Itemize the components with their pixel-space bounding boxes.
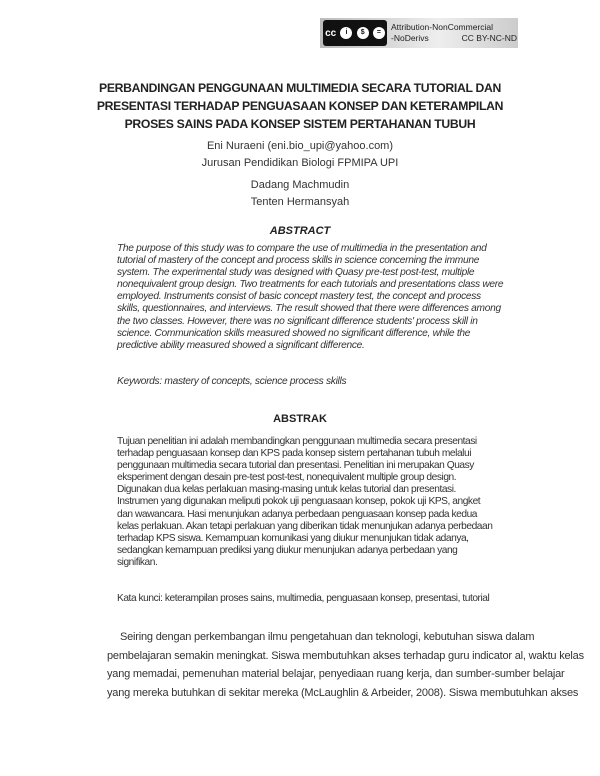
body-line: yang mereka butuhkan di sekitar mereka (McLaughlin & Arbeider, 2008). Siswa membutuhkan akses	[107, 686, 579, 699]
license-line2a: -NoDerivs	[391, 33, 429, 43]
affiliation: Jurusan Pendidikan Biologi FPMIPA UPI	[201, 157, 399, 169]
title-line: PRESENTASI TERHADAP PENGUASAAN KONSEP DAN KETERAMPILAN	[96, 99, 504, 113]
cc-license-badge	[320, 18, 518, 48]
abstract-heading: ABSTRACT	[269, 225, 331, 237]
kata-kunci: Kata kunci: keterampilan proses sains, multimedia, penguasaan konsep, presentasi, tutorial	[117, 593, 490, 604]
abstrak-line: terhadap KPS siswa. Kemampuan komunikasi yang diukur menunjukan tidak adanya,	[117, 532, 469, 544]
abstrak-line: eksperiment dengan desain pre-test post-test, nonequivalent multiple group design.	[117, 472, 457, 484]
abstrak-text	[117, 436, 517, 569]
title-line: PERBANDINGAN PENGGUNAAN MULTIMEDIA SECARA TUTORIAL DAN	[98, 81, 501, 95]
abstract-line: predictive ability measured showed a significant difference.	[117, 339, 365, 351]
abstract-text	[117, 243, 507, 352]
keywords: Keywords: mastery of concepts, science process skills	[117, 376, 347, 387]
body-line: yang memadai, pemenuhan material belajar, penyediaan ruang kerja, dan sumber-sumber belajar	[107, 668, 565, 680]
abstrak-line: terhadap penguasaan konsep dan KPS pada konsep sistem pertahanan tubuh melalui	[117, 448, 472, 460]
body-line: pembelajaran semakin meningkat. Siswa membutuhkan akses terhadap guru indicator al, waktu kelas	[107, 649, 584, 662]
abstract-line: skills, questionnaires, and interviews. The result showed that there were differences among	[117, 303, 501, 315]
abstrak-heading: ABSTRAK	[273, 413, 327, 425]
abstrak-line: penggunaan multimedia secara tutorial dan presentasi. Penelitian ini merupakan Quasy	[117, 460, 474, 472]
body-line: Seiring dengan perkembangan ilmu pengetahuan dan teknologi, kebutuhan siswa dalam	[120, 631, 535, 643]
license-line1: Attribution-NonCommercial	[391, 22, 494, 32]
abstrak-line: Instrumen yang digunakan meliputi pokok uji penguasaan konsep, pokok uji KPS, angket	[117, 496, 481, 508]
abstract-line: nonequivalent group design. Two treatments for each tutorials and presentations class were	[117, 279, 504, 291]
abstrak-line: kelas perlakuan. Akan tetapi perlakuan yang diberikan tidak menunjukan adanya perbedaan	[117, 520, 493, 532]
abstrak-line: Tujuan penelitian ini adalah membandingkan penggunaan multimedia secara presentasi	[117, 436, 477, 447]
title-line: PROSES SAINS PADA KONSEP SISTEM PERTAHANAN TUBUH	[124, 117, 476, 131]
abstract-line: the two classes. However, there was no significant difference students' process skill in	[117, 315, 478, 327]
abstrak-line: dan wawancara. Hasi menunjukan adanya perbedaan penguasaan konsep pada kedua	[117, 508, 478, 520]
abstract-line: employed. Instruments consist of basic concept mastery test, the concept and process	[117, 291, 481, 303]
abstrak-line: Digunakan dua kelas perlakuan masing-masing untuk kelas tutorial dan presentasi.	[117, 484, 456, 496]
abstrak-line: sedangkan kemampuan prediksi yang diukur menunjukan adanya perbedaan yang	[117, 544, 458, 556]
author: Dadang Machmudin	[250, 179, 350, 191]
cc-logo-icon: cc i $ =	[323, 20, 387, 46]
author-email: Eni Nuraeni (eni.bio_upi@yahoo.com)	[206, 140, 394, 152]
abstrak-line: signifikan.	[117, 556, 158, 568]
abstract-line: tutorial of mastery of the concept and process skills in science concerning the immune	[117, 255, 480, 267]
abstract-line: science. Communication skills measured showed no significant difference, while the	[117, 327, 471, 339]
abstract-line: The purpose of this study was to compare the use of multimedia in the presentation and	[117, 243, 487, 254]
body-text	[107, 628, 584, 702]
author: Tenten Hermansyah	[250, 196, 350, 208]
abstract-line: system. The experimental study was designed with Quasy pre-test post-test, multiple	[117, 267, 475, 279]
license-line2b: CC BY-NC-ND	[461, 33, 517, 43]
